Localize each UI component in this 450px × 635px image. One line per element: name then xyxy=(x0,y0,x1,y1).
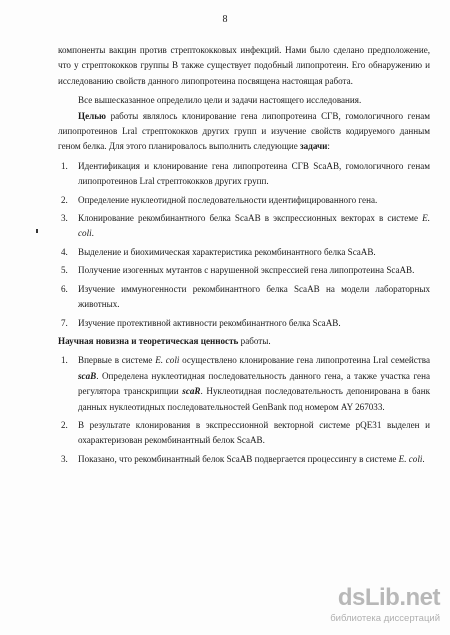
novelty-heading-tail: работы. xyxy=(238,335,271,346)
watermark-subtitle: библиотека диссертаций xyxy=(330,613,440,624)
gene-name: scaB xyxy=(78,370,97,381)
list-item-text: Идентификация и клонирование гена липопротеина СГВ ScaAB, гомологичного генам липопротеинов Lral стрептококков других групп. xyxy=(78,160,430,187)
list-item-text xyxy=(78,211,430,242)
novelty-heading xyxy=(58,334,430,349)
organism-name: E. coli xyxy=(155,355,180,366)
list-item xyxy=(58,452,430,467)
organism-name: E. coli xyxy=(398,453,423,464)
tasks-label: задачи xyxy=(300,141,328,152)
list-item xyxy=(58,211,430,242)
text-segment: Клонирование рекомбинантного белка ScaAB в экспрессионных векторах в системе xyxy=(78,213,423,224)
text-segment: . xyxy=(91,228,94,239)
text-segment: Впервые в системе xyxy=(78,355,156,366)
paragraph-intro: компоненты вакцин против стрептококковых инфекций. Нами было сделано предположение, что у стрептококков группы В также существует подобный липопротеин. Его обнаружению и исследованию свойств данного липопротеина посвящена настоящая работа. xyxy=(58,45,430,86)
list-item-text: Выделение и биохимическая характеристика рекомбинантного белка ScaAB. xyxy=(78,246,376,257)
organism-name: E. coli xyxy=(78,213,430,239)
list-number: 2. xyxy=(61,419,68,430)
list-item xyxy=(58,263,430,278)
text-segment: . xyxy=(422,453,425,464)
list-item-text: Определение нуклеотидной последовательности идентифицированного гена. xyxy=(78,194,378,205)
aim-colon: : xyxy=(327,141,330,152)
paragraph-goals-summary: Все вышесказанное определило цели и задачи настоящего исследования. xyxy=(78,95,362,106)
list-number: 5. xyxy=(61,265,68,276)
watermark-site: dsLib.net xyxy=(337,584,440,611)
list-number: 1. xyxy=(61,355,68,366)
list-number: 2. xyxy=(61,194,68,205)
page-number: 8 xyxy=(222,14,228,25)
list-item xyxy=(58,353,430,415)
novelty-heading-label: Научная новизна и теоретическая ценность xyxy=(58,335,239,346)
text-segment: . Нуклеотидная последовательность депонирована в банк данных нуклеотидных последовательностей GenBank под номером AY 267033. xyxy=(78,386,430,412)
list-item xyxy=(58,159,430,190)
gene-name: scaR xyxy=(182,386,201,397)
text-segment: Показано, что рекомбинантный белок ScaAB подвергается процессингу в системе xyxy=(78,453,399,464)
aim-text: работы являлось клонирование гена липопротеина СГВ, гомологичного генам липопротеинов Lral стрептококков других групп и изучение свойств кодируемого данным геном белка. Для этого планировалось выполнить следующие xyxy=(58,110,430,152)
list-number: 1. xyxy=(61,160,68,171)
list-number: 6. xyxy=(61,283,68,294)
tasks-list xyxy=(58,159,430,331)
novelty-list xyxy=(58,353,430,467)
list-item-text: Изучение протективной активности рекомбинантного белка ScaAB. xyxy=(78,317,341,328)
list-item xyxy=(58,193,430,208)
list-item-text: В результате клонирования в экспрессионной векторной системе pQE31 выделен и охарактеризован рекомбинантный белок ScaAB. xyxy=(78,419,430,446)
list-number: 3. xyxy=(61,453,68,464)
list-number: 4. xyxy=(61,246,68,257)
list-item-text xyxy=(78,452,430,467)
text-segment: . Определена нуклеотидная последовательность данного гена, а также участка гена регулятора транскрипции xyxy=(78,370,430,397)
watermark xyxy=(312,585,440,629)
text-segment: осуществлено клонирование гена липопротеина Lral семейства xyxy=(179,355,430,366)
list-item xyxy=(58,418,430,449)
paragraph-aim xyxy=(58,109,430,155)
list-item-text: Получение изогенных мутантов с нарушенной экспрессией гена липопротеина ScaAB. xyxy=(78,265,415,276)
aim-label: Целью xyxy=(78,110,106,121)
list-number: 3. xyxy=(61,213,68,224)
list-item xyxy=(58,316,430,331)
document-body xyxy=(58,43,430,470)
list-item-text xyxy=(78,353,430,415)
margin-mark xyxy=(36,229,38,233)
list-number: 7. xyxy=(61,317,68,328)
list-item-text: Изучение иммуногенности рекомбинантного белка ScaAB на модели лабораторных животных. xyxy=(78,283,430,310)
list-item xyxy=(58,282,430,313)
list-item xyxy=(58,245,430,260)
